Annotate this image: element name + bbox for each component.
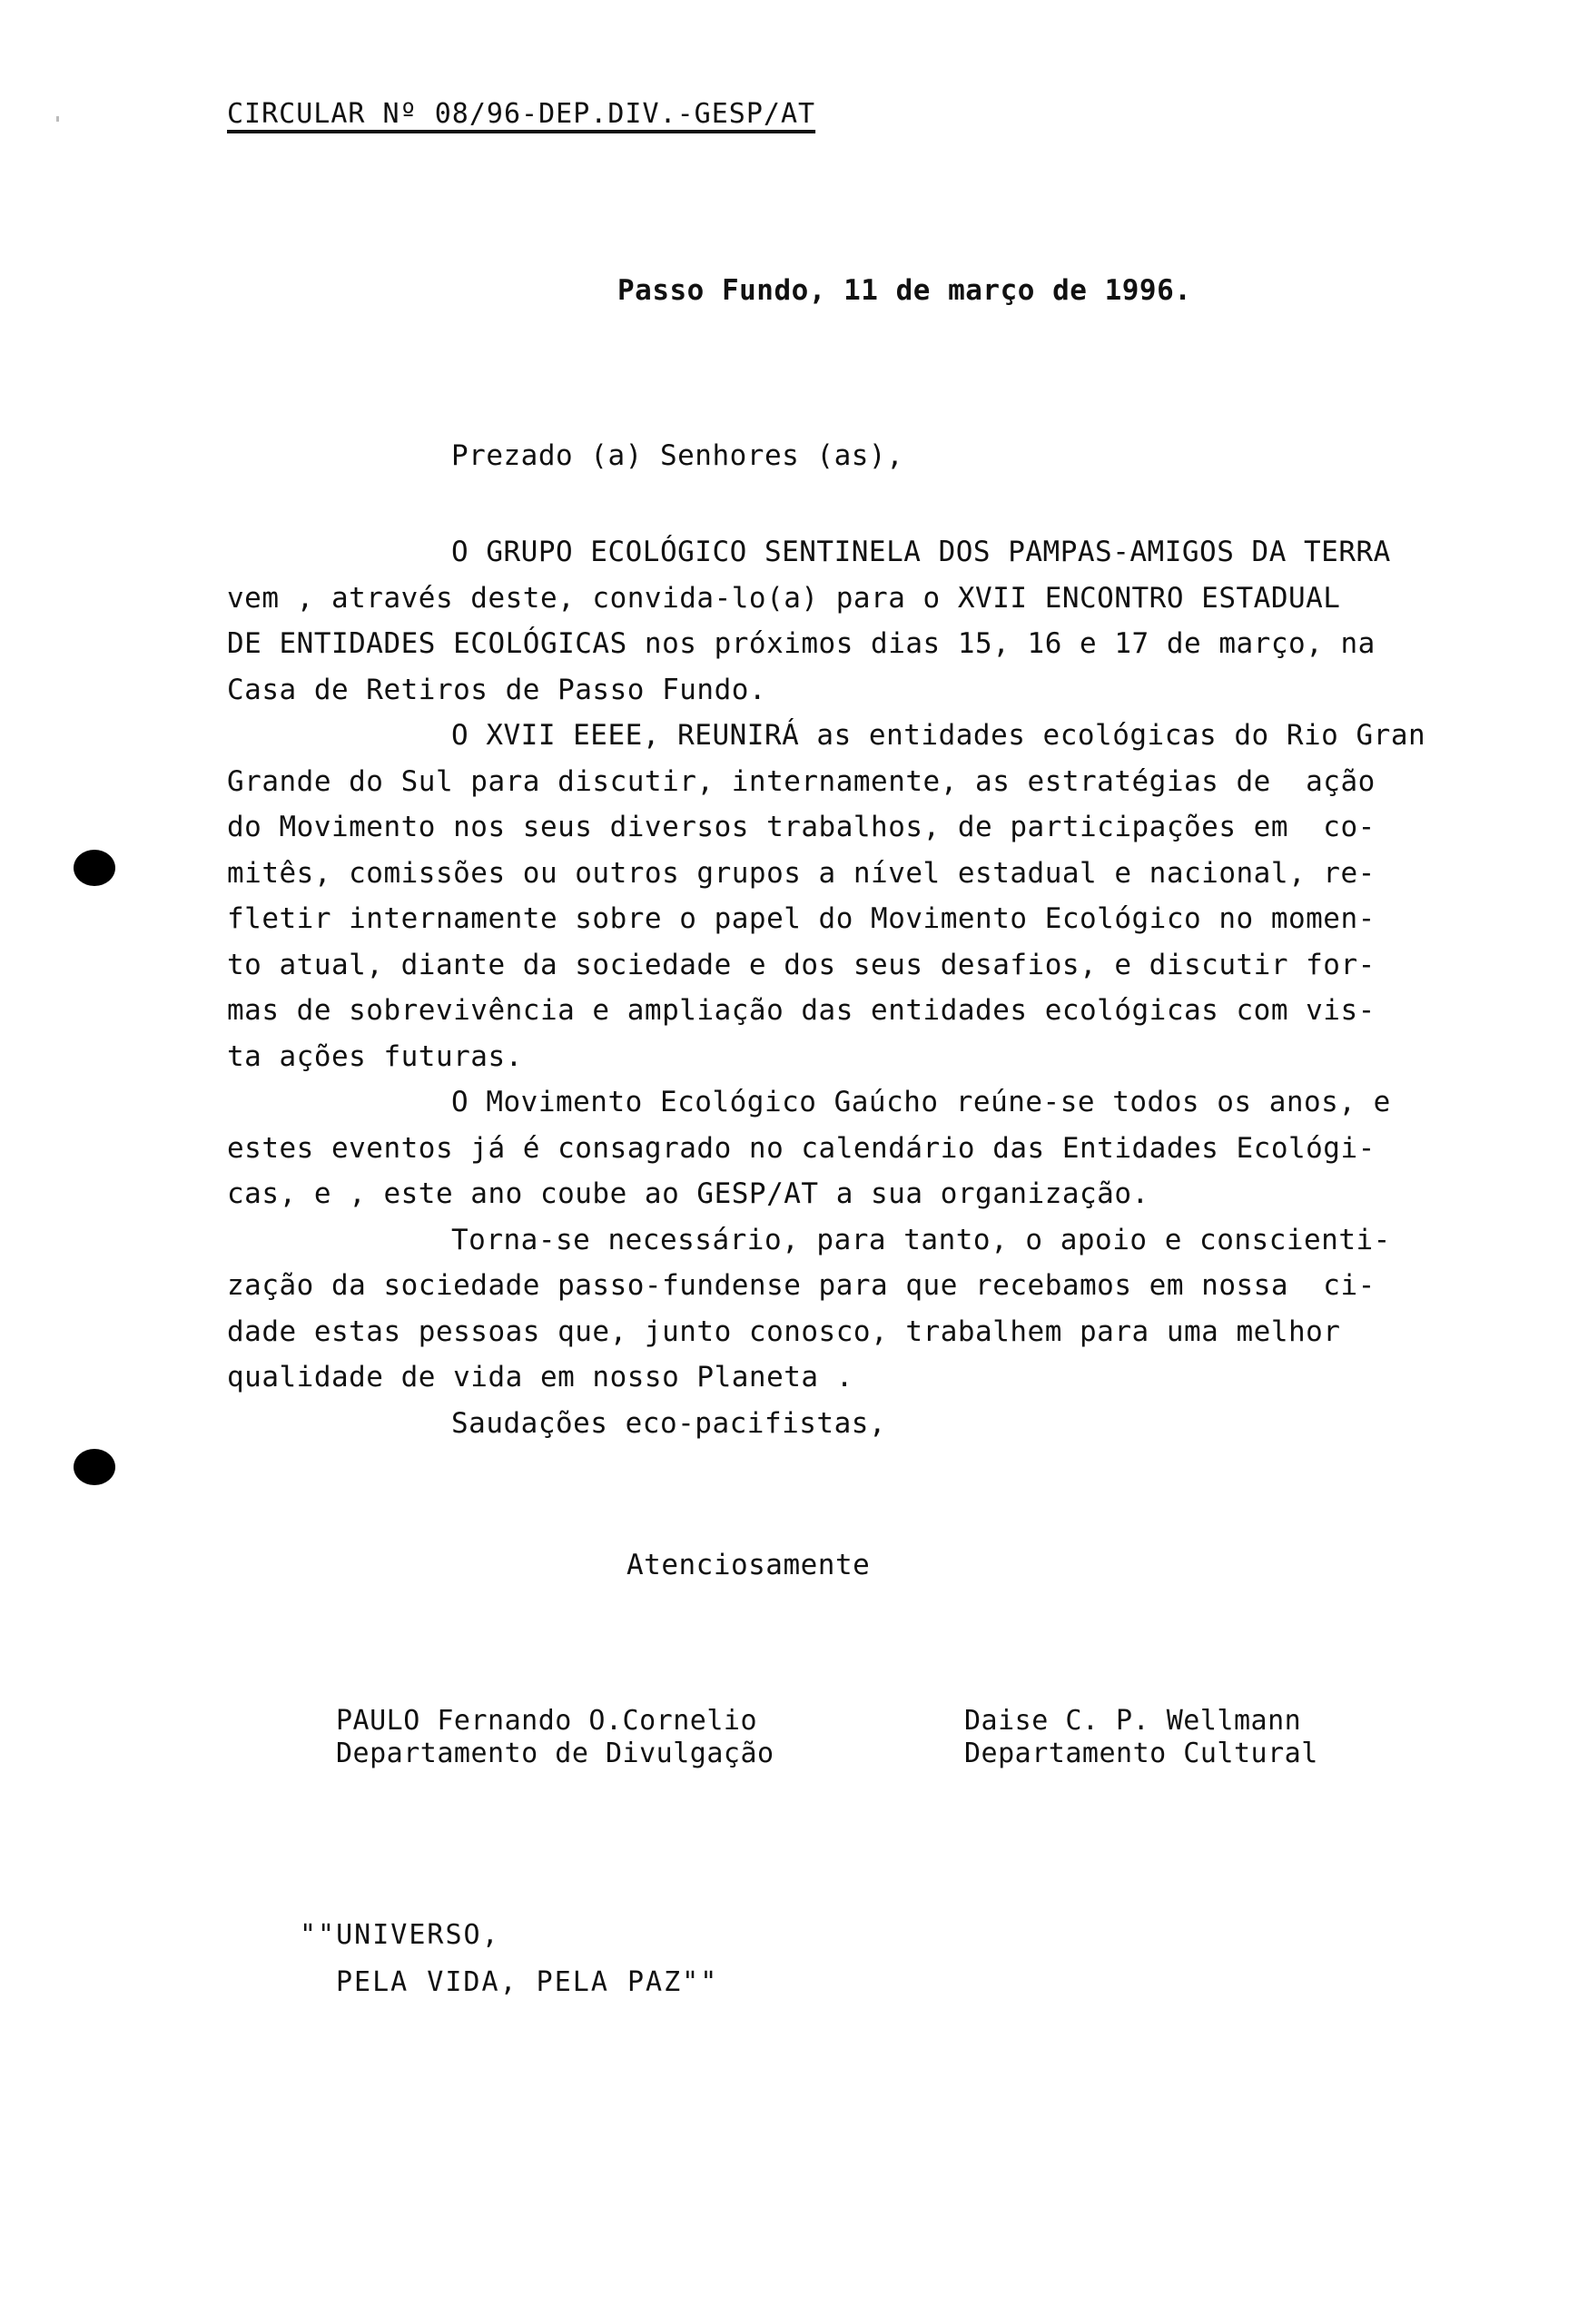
body-line: Saudações eco-pacifistas, [451, 1406, 887, 1440]
date-line: Passo Fundo, 11 de março de 1996. [617, 274, 1192, 307]
body-line: dade estas pessoas que, junto conosco, trabalhem para uma melhor [227, 1315, 1341, 1348]
body-line: qualidade de vida em nosso Planeta . [227, 1361, 853, 1393]
closing: Atenciosamente [626, 1549, 871, 1581]
body-line: zação da sociedade passo-fundense para que recebamos em nossa ci- [227, 1269, 1376, 1302]
signature-name-1: PAULO Fernando O.Cornelio [336, 1705, 758, 1737]
signature-department-2: Departamento Cultural [964, 1738, 1318, 1769]
body-line: Casa de Retiros de Passo Fundo. [227, 673, 767, 706]
body-line: do Movimento nos seus diversos trabalhos, de participações em co- [227, 811, 1376, 843]
body-line: DE ENTIDADES ECOLÓGICAS nos próximos dias 15, 16 e 17 de março, na [227, 627, 1376, 660]
body-line: Grande do Sul para discutir, internamente, as estratégias de ação [227, 764, 1376, 798]
body-line: fletir internamente sobre o papel do Movimento Ecológico no momen- [227, 902, 1376, 935]
body-line: O XVII EEEE, REUNIRÁ as entidades ecológicas do Rio Gran [451, 719, 1426, 752]
body-line: vem , através deste, convida-lo(a) para o XVII ENCONTRO ESTADUAL [227, 581, 1341, 615]
scan-speck [56, 116, 59, 122]
signature-department-1: Departamento de Divulgação [336, 1738, 774, 1769]
body-line: to atual, diante da sociedade e dos seus desafios, e discutir for- [227, 948, 1376, 981]
salutation: Prezado (a) Senhores (as), [451, 439, 904, 472]
hole-punch-mark [74, 850, 115, 886]
body-line: O GRUPO ECOLÓGICO SENTINELA DOS PAMPAS-AMIGOS DA TERRA [451, 536, 1391, 568]
signature-name-2: Daise C. P. Wellmann [964, 1705, 1302, 1737]
hole-punch-mark [74, 1449, 115, 1485]
body-line: cas, e , este ano coube ao GESP/AT a sua organização. [227, 1177, 1149, 1210]
body-line: estes eventos já é consagrado no calendário das Entidades Ecológi- [227, 1131, 1376, 1165]
body-line: ta ações futuras. [227, 1039, 523, 1073]
motto-line-1: ""UNIVERSO, [300, 1919, 500, 1951]
body-line: Torna-se necessário, para tanto, o apoio e conscienti- [451, 1223, 1391, 1256]
body-line: mitês, comissões ou outros grupos a nível estadual e nacional, re- [227, 856, 1376, 890]
circular-header: CIRCULAR Nº 08/96-DEP.DIV.-GESP/AT [227, 98, 816, 130]
body-line: O Movimento Ecológico Gaúcho reúne-se todos os anos, e [451, 1086, 1391, 1118]
motto-line-2: PELA VIDA, PELA PAZ"" [336, 1966, 719, 1998]
body-line: mas de sobrevivência e ampliação das entidades ecológicas com vis- [227, 994, 1376, 1027]
